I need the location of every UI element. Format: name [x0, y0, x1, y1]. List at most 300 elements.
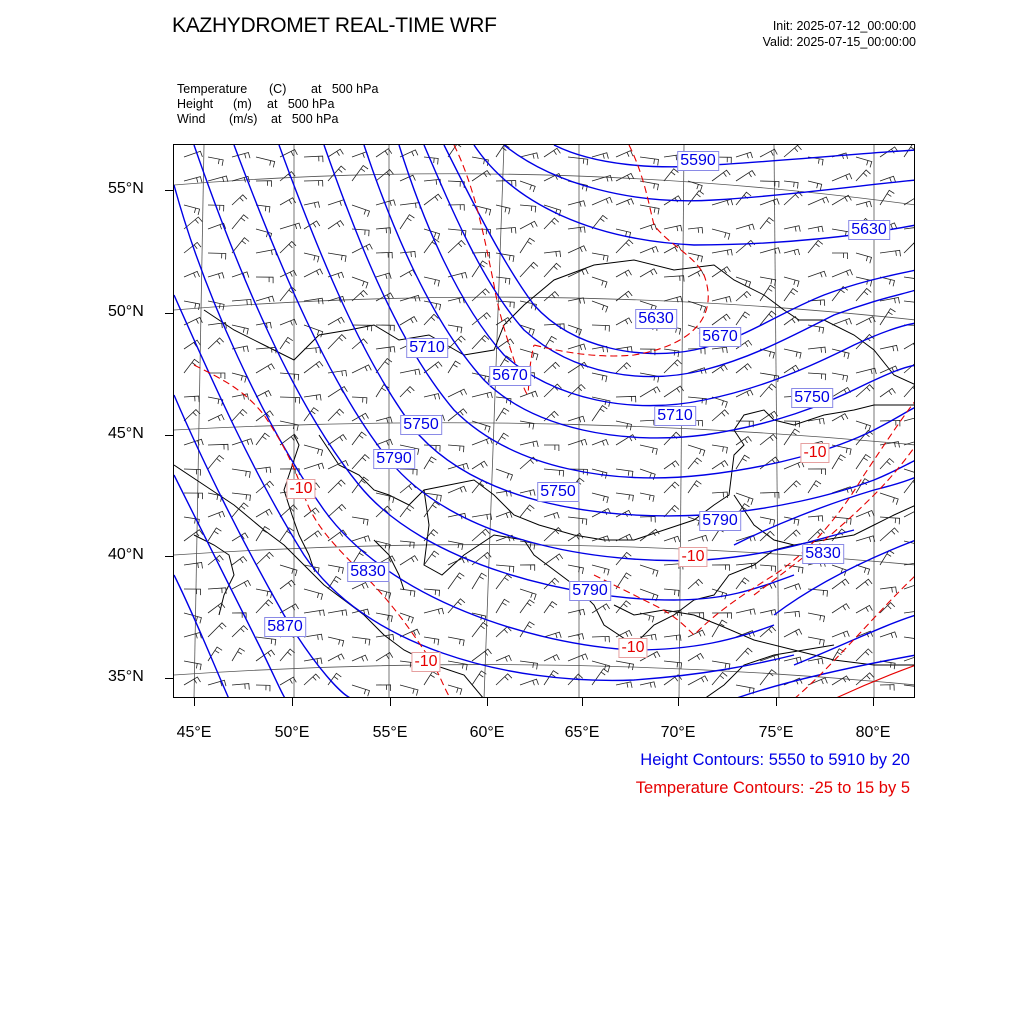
wind-barb [640, 445, 657, 455]
wind-barb [328, 409, 344, 421]
wind-barb [784, 289, 798, 302]
wind-barb [256, 685, 270, 691]
wind-barb [760, 627, 776, 638]
wind-barb [352, 583, 368, 590]
wind-barb [352, 229, 369, 236]
wind-barb [808, 516, 823, 522]
wind-barb [760, 565, 776, 572]
wind-barb [664, 536, 680, 542]
wind-barb [520, 505, 534, 517]
wind-barb [208, 588, 226, 594]
wind-barb [736, 364, 751, 373]
lat-label: 40°N [108, 546, 144, 563]
lat-tick [165, 313, 173, 314]
wind-barb [520, 221, 537, 229]
height-contour-label: 5750 [400, 415, 442, 435]
wind-barb [448, 463, 469, 469]
wind-barb [664, 276, 684, 282]
wind-barb [448, 389, 467, 397]
wind-barb [856, 565, 870, 575]
wind-barb [904, 417, 915, 423]
wind-barb [592, 636, 609, 642]
wind-barb [544, 513, 559, 519]
wind-barb [400, 387, 414, 397]
wind-barb [640, 493, 654, 502]
wind-barb [880, 176, 896, 182]
wind-barb [736, 493, 753, 505]
wind-barb [448, 145, 464, 157]
wind-barb [520, 589, 536, 600]
wind-barb [376, 439, 393, 445]
wind-barb [256, 347, 276, 353]
wind-barb [832, 676, 850, 685]
wind-barb [184, 271, 200, 277]
wind-barb [568, 201, 585, 207]
height-contour-label: 5590 [677, 151, 719, 171]
wind-barb [856, 317, 875, 325]
wind-barb [232, 648, 245, 661]
lat-tick [165, 190, 173, 191]
wind-barb [784, 349, 801, 359]
lon-label: 65°E [564, 724, 600, 741]
wind-barb [232, 272, 249, 278]
wind-barb [880, 632, 897, 638]
wind-barb [616, 199, 634, 205]
wind-barb [784, 181, 798, 189]
wind-barb [760, 531, 774, 541]
wind-barb [448, 297, 464, 303]
lon-label: 80°E [855, 724, 891, 741]
wind-barb [328, 505, 346, 518]
wind-barb [280, 580, 295, 589]
map-canvas [174, 145, 915, 698]
height-contour-label: 5630 [848, 220, 890, 240]
wind-barb [448, 637, 464, 646]
wind-barb [856, 253, 872, 263]
wind-barb [784, 584, 801, 590]
wind-barb [568, 157, 588, 165]
wind-barb [544, 292, 559, 301]
wind-barb [256, 364, 275, 373]
wind-barb [832, 270, 853, 277]
wind-barb [784, 657, 802, 663]
wind-barb [208, 528, 221, 541]
wind-barb [472, 313, 491, 325]
wind-barb [904, 685, 915, 693]
wind-barb [592, 197, 612, 205]
wind-barb [352, 637, 370, 645]
wind-barb [904, 196, 915, 205]
wind-barb [496, 318, 511, 326]
wind-barb [736, 240, 755, 253]
wind-barb [616, 661, 634, 670]
wind-barb [280, 565, 297, 576]
wind-barb [568, 298, 585, 304]
lat-label: 45°N [108, 425, 144, 442]
wind-barb [400, 685, 418, 696]
wind-barb [424, 551, 439, 565]
wind-barb [544, 469, 564, 477]
wind-barb [808, 481, 821, 493]
wind-barb [184, 661, 201, 670]
wind-barb [304, 202, 320, 208]
wind-barb [472, 171, 491, 182]
wind-barb [352, 277, 368, 288]
wind-barb [760, 199, 779, 205]
wind-barb [904, 241, 915, 254]
lon-tick [873, 698, 874, 706]
field-wind: Wind (m/s) at 500 hPa [177, 112, 339, 126]
temperature-contour-label: -10 [286, 479, 315, 499]
wind-barb [208, 415, 224, 422]
wind-barb [832, 579, 849, 589]
wind-barb [568, 609, 585, 615]
wind-barb [256, 600, 273, 613]
wind-barb [400, 541, 414, 548]
height-contour-legend: Height Contours: 5550 to 5910 by 20 [640, 751, 910, 769]
wind-barb [208, 338, 224, 349]
wind-barb [400, 215, 414, 229]
wind-barb [184, 205, 200, 215]
wind-barb [376, 149, 392, 157]
wind-barb [496, 469, 513, 481]
wind-barb [784, 611, 800, 617]
wind-barb [256, 391, 271, 397]
wind-barb [304, 445, 323, 456]
wind-barb [256, 157, 275, 167]
wind-barb [424, 179, 441, 185]
wind-barb [736, 648, 752, 661]
wind-barb [256, 552, 274, 565]
wind-barb [688, 676, 708, 685]
wind-barb [736, 578, 749, 589]
wind-barb [616, 493, 633, 501]
wind-barb [184, 493, 203, 499]
height-contour-label: 5750 [537, 482, 579, 502]
wind-barb [232, 215, 248, 229]
wind-barb [568, 416, 585, 422]
wind-barb [304, 269, 323, 277]
wind-barb [256, 433, 270, 445]
wind-barb [328, 387, 347, 397]
wind-barb [736, 291, 751, 301]
wind-barb [640, 565, 658, 577]
wind-barb [520, 600, 534, 613]
wind-barb [712, 445, 727, 453]
wind-barb [592, 277, 607, 288]
map-title: KAZHYDROMET REAL-TIME WRF [172, 14, 497, 37]
lat-tick [165, 556, 173, 557]
wind-barb [664, 360, 682, 373]
wind-barb [496, 277, 510, 285]
lat-label: 50°N [108, 303, 144, 320]
wind-barb [448, 573, 464, 589]
wind-barb [328, 370, 347, 376]
wind-barb [616, 173, 634, 181]
height-contour-label: 5630 [635, 309, 677, 329]
wind-barb [448, 241, 465, 254]
wind-barb [232, 195, 247, 205]
wind-barb [760, 218, 774, 230]
wind-barb [496, 674, 512, 685]
wind-barb [904, 227, 915, 233]
wind-barb [736, 312, 750, 325]
wind-barb [472, 336, 489, 350]
wind-barb [400, 175, 415, 181]
wind-barb [376, 252, 392, 258]
wind-barb [232, 493, 251, 501]
wind-barb [352, 365, 371, 373]
wind-barb [376, 653, 393, 661]
wind-barb [760, 149, 777, 157]
wind-barb [904, 441, 915, 447]
wind-barb [784, 429, 800, 445]
wind-barb [592, 406, 607, 421]
wind-barb [808, 271, 826, 277]
wind-barb [832, 319, 852, 326]
wind-barb [208, 455, 224, 469]
wind-barb [544, 251, 561, 257]
wind-barb [544, 362, 560, 373]
wind-barb [400, 556, 418, 565]
wind-barb [808, 373, 826, 380]
lon-label: 60°E [469, 724, 505, 741]
wind-barb [208, 253, 226, 260]
wind-barb [616, 396, 636, 402]
wind-barb [736, 152, 753, 158]
wind-barb [736, 609, 755, 615]
wind-barb [400, 505, 414, 517]
wind-barb [856, 511, 874, 518]
wind-barb [376, 685, 391, 691]
wind-barb [280, 421, 298, 431]
wind-barb [208, 603, 225, 613]
lon-tick [678, 698, 679, 706]
wind-barb [640, 181, 659, 190]
wind-barb [760, 285, 775, 301]
wind-barb [472, 289, 490, 301]
wind-barb [544, 263, 561, 277]
wind-barb [448, 661, 467, 670]
wind-barb [568, 246, 586, 253]
lon-tick [292, 698, 293, 706]
temperature-contour-label: -10 [678, 547, 707, 567]
wind-barb [544, 655, 559, 661]
wind-barb [856, 385, 874, 397]
wind-barb [856, 421, 871, 431]
wind-barb [328, 335, 346, 349]
lon-tick [194, 698, 195, 706]
wind-barb [376, 385, 389, 397]
temperature-contour-legend: Temperature Contours: -25 to 15 by 5 [635, 779, 910, 797]
temperature-contour-label: -10 [411, 652, 440, 672]
wind-barb [808, 241, 823, 254]
wind-barb [808, 197, 829, 205]
wind-barb [520, 349, 538, 360]
wind-barb [520, 262, 538, 277]
wind-barb [256, 467, 271, 473]
wind-barb [448, 541, 463, 550]
wind-barb [184, 589, 201, 595]
height-contour-label: 5790 [373, 449, 415, 469]
wind-barb [424, 394, 440, 400]
temperature-contour-label: -10 [800, 443, 829, 463]
wind-barb [712, 229, 730, 240]
wind-barb [424, 589, 440, 596]
wind-barb [904, 384, 915, 397]
wind-barb [592, 301, 608, 312]
wind-barb [232, 684, 249, 690]
wind-barb [352, 432, 366, 445]
wind-barb [328, 200, 346, 206]
wind-barb [328, 253, 346, 262]
wind-barb [640, 613, 654, 622]
wind-barb [736, 224, 754, 230]
wind-barb [544, 218, 559, 229]
wind-barb [784, 629, 802, 637]
wind-barb [760, 181, 779, 188]
wind-barb [304, 634, 322, 640]
wind-barb [472, 373, 489, 383]
init-time: Init: 2025-07-12_00:00:00 [772, 19, 916, 33]
wind-barb [640, 373, 659, 382]
wind-barb [424, 277, 439, 286]
wind-barb [280, 337, 293, 349]
wind-barb [808, 637, 824, 646]
wind-barb [784, 317, 799, 325]
wind-barb [304, 253, 319, 262]
wind-barb [424, 672, 438, 686]
wind-barb [208, 444, 228, 450]
wind-barb [304, 221, 320, 229]
height-contour-label: 5790 [699, 511, 741, 531]
wind-barb [640, 517, 655, 523]
wind-barb [256, 296, 274, 302]
wind-barb [304, 508, 319, 517]
wind-barb [472, 392, 492, 398]
wind-barb [520, 421, 534, 429]
wind-barb [184, 633, 201, 639]
wind-barb [208, 511, 225, 517]
wind-barb [568, 654, 588, 661]
wind-barb [472, 623, 488, 638]
wind-barb [232, 238, 249, 253]
wind-barb [568, 344, 586, 350]
wind-barb [400, 317, 417, 325]
wind-barb [280, 505, 297, 517]
wind-barb [376, 347, 395, 353]
wind-barb [520, 441, 538, 447]
field-temperature: Temperature (C) at 500 hPa [177, 82, 379, 96]
wind-barb [880, 587, 897, 593]
wind-barb [592, 325, 609, 332]
lat-tick [165, 678, 173, 679]
lon-tick [582, 698, 583, 706]
wind-barb [616, 363, 631, 373]
wind-barb [880, 493, 898, 505]
wind-barb [232, 580, 251, 589]
temperature-contour-label: -10 [618, 638, 647, 658]
wind-barb [760, 492, 779, 498]
wind-barb [328, 435, 347, 445]
wind-barb [616, 151, 633, 157]
wind-barb [256, 277, 273, 283]
wind-barb [736, 171, 755, 181]
temperature-contours-warm [834, 665, 915, 698]
lon-tick [390, 698, 391, 706]
wind-barb [760, 670, 776, 685]
wind-barb [304, 674, 320, 685]
height-contour-label: 5670 [489, 366, 531, 386]
wind-barb [880, 685, 894, 691]
wind-barb [856, 201, 872, 207]
wind-barb [640, 682, 655, 688]
wind-barb [784, 249, 800, 255]
wind-barb [544, 528, 562, 541]
wind-barb [880, 277, 895, 286]
wind-barb [832, 649, 844, 661]
wind-barb [520, 679, 539, 685]
wind-barb [544, 148, 560, 157]
wind-barb [904, 277, 915, 285]
wind-barb [256, 509, 272, 517]
wind-barb [232, 469, 250, 478]
wind-barb [520, 325, 534, 336]
wind-barb [376, 493, 394, 503]
wind-barb [664, 245, 681, 253]
wind-barb [304, 361, 323, 373]
wind-barb [448, 445, 464, 452]
wind-barb [448, 486, 466, 493]
wind-barb [280, 172, 295, 181]
wind-barb [496, 408, 509, 421]
wind-barb [328, 610, 347, 616]
wind-barb [640, 247, 658, 254]
wind-barb [520, 391, 538, 397]
wind-barb [256, 181, 272, 187]
wind-barb [304, 395, 321, 401]
wind-barb [496, 512, 512, 518]
wind-barb [520, 238, 535, 253]
wind-barb [208, 273, 224, 279]
wind-barb [352, 166, 368, 182]
wind-barb [352, 517, 368, 526]
wind-barb [472, 649, 492, 661]
wind-barb [184, 530, 203, 541]
height-contour-label: 5710 [406, 338, 448, 358]
lon-tick [776, 698, 777, 706]
wind-barb [664, 635, 681, 641]
wind-barb [904, 301, 915, 309]
wind-barb [712, 297, 731, 303]
wind-barb [328, 221, 344, 229]
height-contour-label: 5870 [264, 617, 306, 637]
lon-label: 50°E [274, 724, 310, 741]
wind-barb [712, 314, 730, 325]
wind-barb [568, 227, 585, 233]
wind-barb [304, 589, 323, 600]
wind-barb [448, 361, 461, 373]
wind-barb [712, 397, 727, 408]
wind-barb [400, 369, 420, 375]
wind-barb [616, 318, 632, 325]
lon-label: 70°E [660, 724, 696, 741]
wind-barb [664, 225, 682, 231]
wind-barb [424, 362, 442, 373]
wind-barb [808, 658, 823, 664]
wind-barb [688, 191, 704, 205]
wind-barb [496, 339, 514, 349]
